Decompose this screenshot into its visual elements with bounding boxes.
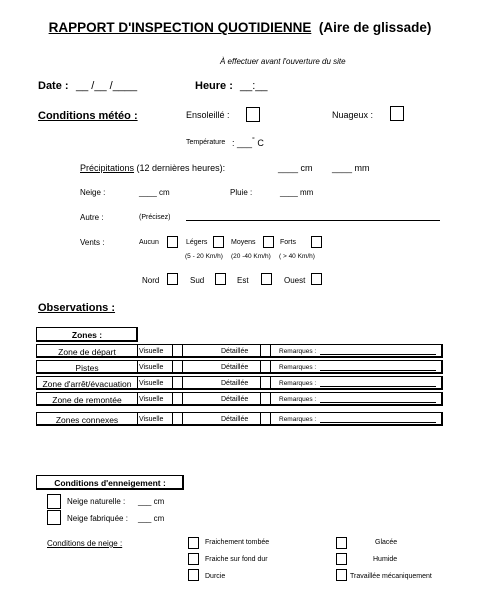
title-sub: (Aire de glissade)	[318, 20, 432, 35]
date-field[interactable]: __ /__ /____	[76, 80, 138, 92]
precipitations-label	[80, 163, 225, 173]
detaillee-label: Détaillée	[221, 364, 249, 371]
zone-row	[36, 344, 443, 358]
heure-label: Heure :	[195, 80, 233, 92]
zone-row	[36, 376, 443, 390]
direction-est-checkbox[interactable]	[261, 273, 272, 285]
vent-legers-label: Légers	[186, 239, 208, 246]
remarques-input-line[interactable]	[320, 370, 436, 371]
pluie-field[interactable]: ____ mm	[280, 188, 314, 197]
date-label: Date :	[38, 80, 69, 92]
detaillee-checkbox[interactable]	[260, 392, 271, 405]
fraichement-tombee-checkbox[interactable]	[188, 537, 199, 549]
visuelle-checkbox[interactable]	[172, 360, 183, 373]
zone-row	[36, 360, 443, 374]
nuageux-label: Nuageux :	[332, 110, 374, 120]
zones-header-box	[36, 327, 138, 342]
precipitations-label-main: Précipitations	[80, 163, 135, 173]
detaillee-label: Détaillée	[221, 396, 249, 403]
visuelle-checkbox[interactable]	[172, 376, 183, 389]
detaillee-checkbox[interactable]	[260, 344, 271, 357]
vent-forts-range: ( > 40 Km/h)	[279, 253, 315, 260]
zone-name: Zones connexes	[55, 415, 119, 425]
remarques-label: Remarques :	[279, 380, 317, 387]
visuelle-label: Visuelle	[139, 364, 164, 371]
direction-ouest-checkbox[interactable]	[311, 273, 322, 285]
visuelle-label: Visuelle	[139, 380, 164, 387]
travaillee-label: Travaillée mécaniquement	[350, 573, 432, 580]
zones-header: Zones :	[71, 330, 103, 340]
neige-naturelle-field[interactable]: ___ cm	[138, 497, 165, 506]
direction-nord-checkbox[interactable]	[167, 273, 178, 285]
pluie-label: Pluie :	[230, 188, 253, 197]
vents-label: Vents :	[80, 238, 105, 247]
visuelle-label: Visuelle	[139, 348, 164, 355]
direction-sud-label: Sud	[190, 276, 205, 285]
zone-divider	[137, 377, 138, 389]
remarques-label: Remarques :	[279, 348, 317, 355]
temperature-field[interactable]	[232, 137, 264, 148]
neige-naturelle-checkbox[interactable]	[47, 494, 61, 509]
heure-field[interactable]: __:__	[240, 80, 268, 92]
zone-divider	[137, 393, 138, 405]
direction-nord-label: Nord	[142, 276, 160, 285]
conditions-neige-label: Conditions de neige :	[47, 539, 123, 548]
page-subtitle: À effectuer avant l'ouverture du site	[220, 57, 346, 66]
fraichement-tombee-label: Fraichement tombée	[205, 539, 270, 546]
precipitations-cm-field[interactable]: ____ cm	[278, 163, 313, 173]
neige-fabriquee-label: Neige fabriquée :	[67, 514, 128, 523]
zone-row	[36, 412, 443, 426]
zone-divider	[137, 413, 138, 425]
ensoleille-checkbox[interactable]	[246, 107, 260, 122]
remarques-input-line[interactable]	[320, 402, 436, 403]
detaillee-checkbox[interactable]	[260, 360, 271, 373]
precipitations-label-rest: (12 dernières heures):	[134, 163, 226, 173]
vent-forts-checkbox[interactable]	[311, 236, 322, 248]
neige-fabriquee-checkbox[interactable]	[47, 510, 61, 525]
neige-fabriquee-field[interactable]: ___ cm	[138, 514, 165, 523]
remarques-input-line[interactable]	[320, 422, 436, 423]
zone-name: Pistes	[75, 363, 99, 373]
detaillee-label: Détaillée	[221, 380, 249, 387]
vent-legers-range: (5 - 20 Km/h)	[185, 253, 223, 260]
nuageux-checkbox[interactable]	[390, 106, 404, 121]
detaillee-label: Détaillée	[221, 416, 249, 423]
autre-input-line[interactable]	[186, 220, 440, 221]
visuelle-label: Visuelle	[139, 416, 164, 423]
vent-moyens-checkbox[interactable]	[263, 236, 274, 248]
humide-checkbox[interactable]	[336, 553, 347, 565]
visuelle-checkbox[interactable]	[172, 344, 183, 357]
temperature-value: : ___	[232, 138, 253, 148]
autre-label: Autre :	[80, 213, 104, 222]
fraiche-fond-dur-label: Fraiche sur fond dur	[205, 556, 268, 563]
remarques-input-line[interactable]	[320, 354, 436, 355]
vent-forts-label: Forts	[280, 239, 296, 246]
direction-est-label: Est	[237, 276, 249, 285]
vent-aucun-checkbox[interactable]	[167, 236, 178, 248]
neige-naturelle-label: Neige naturelle :	[67, 497, 126, 506]
detaillee-label: Détaillée	[221, 348, 249, 355]
remarques-input-line[interactable]	[320, 386, 436, 387]
detaillee-checkbox[interactable]	[260, 412, 271, 425]
fraiche-fond-dur-checkbox[interactable]	[188, 553, 199, 565]
remarques-label: Remarques :	[279, 364, 317, 371]
visuelle-label: Visuelle	[139, 396, 164, 403]
vent-aucun-label: Aucun	[139, 239, 159, 246]
zone-name: Zone de remontée	[52, 395, 122, 405]
ensoleille-label: Ensoleillé :	[186, 110, 230, 120]
enneigement-header: Conditions d'enneigement :	[54, 478, 166, 488]
detaillee-checkbox[interactable]	[260, 376, 271, 389]
degree-symbol: °	[252, 137, 255, 144]
observations-label: Observations :	[38, 302, 116, 314]
temperature-label: Température	[186, 139, 226, 146]
vent-moyens-range: (20 -40 Km/h)	[231, 253, 271, 260]
enneigement-header-box	[36, 475, 184, 490]
autre-hint: (Précisez)	[139, 214, 171, 221]
zone-name: Zone d'arrêt/évacuation	[42, 379, 132, 389]
precipitations-mm-field[interactable]: ____ mm	[332, 163, 370, 173]
remarques-label: Remarques :	[279, 396, 317, 403]
direction-sud-checkbox[interactable]	[215, 273, 226, 285]
meteo-label: Conditions météo :	[38, 110, 138, 122]
durcie-label: Durcie	[205, 573, 226, 580]
humide-label: Humide	[373, 556, 398, 563]
zone-divider	[137, 345, 138, 357]
temperature-unit: C	[257, 138, 264, 148]
zone-name: Zone de départ	[58, 347, 116, 357]
page-title	[0, 20, 480, 35]
visuelle-checkbox[interactable]	[172, 392, 183, 405]
neige-field[interactable]: ____ cm	[139, 188, 170, 197]
remarques-label: Remarques :	[279, 416, 317, 423]
title-main: RAPPORT D'INSPECTION QUOTIDIENNE	[48, 20, 312, 35]
glacee-label: Glacée	[375, 539, 398, 546]
durcie-checkbox[interactable]	[188, 569, 199, 581]
neige-label: Neige :	[80, 188, 106, 197]
glacee-checkbox[interactable]	[336, 537, 347, 549]
vent-legers-checkbox[interactable]	[213, 236, 224, 248]
direction-ouest-label: Ouest	[284, 276, 306, 285]
travaillee-checkbox[interactable]	[336, 569, 347, 581]
zone-row	[36, 392, 443, 406]
visuelle-checkbox[interactable]	[172, 412, 183, 425]
zone-divider	[137, 361, 138, 373]
vent-moyens-label: Moyens	[231, 239, 256, 246]
